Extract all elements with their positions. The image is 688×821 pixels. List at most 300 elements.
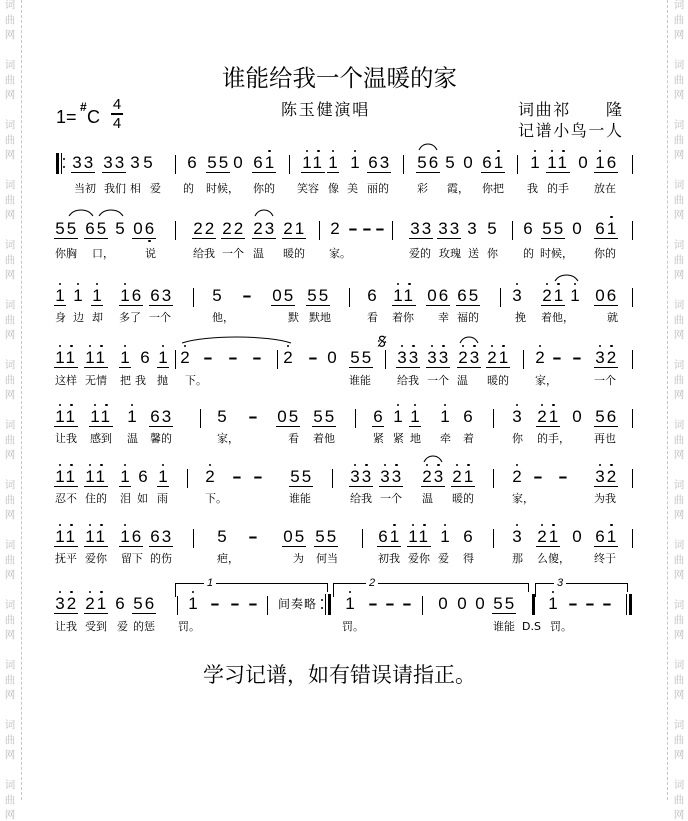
watermark-text: 网 (4, 509, 16, 521)
watermark-text: 曲 (673, 14, 685, 26)
note-group: 65 (457, 286, 481, 305)
note-group: 5 (217, 527, 229, 546)
lyricist-composer-credit: 词曲祁 隆 (518, 100, 624, 119)
note-group: 32 (595, 348, 619, 367)
time-signature-numerator: 4 (112, 96, 122, 113)
lyric: 一个 (149, 311, 171, 324)
watermark-text: 网 (4, 629, 16, 641)
segno-icon (377, 335, 387, 348)
watermark-text: 曲 (673, 734, 685, 746)
barline (175, 155, 176, 174)
note-group: 21 (542, 286, 566, 305)
lyric: 紧 (373, 432, 384, 445)
note-group: 1 (328, 153, 340, 172)
eighth-note-underline (314, 546, 338, 547)
note-group: 5 (115, 219, 127, 238)
lyric: 温 (253, 247, 264, 260)
watermark-text: 曲 (673, 674, 685, 686)
note-group: 6 (373, 407, 385, 426)
eighth-note-underline (306, 305, 330, 306)
note-group: 05 (277, 407, 301, 426)
watermark-text: 曲 (4, 614, 16, 626)
eighth-note-underline (416, 172, 440, 173)
lyric: 温 (127, 432, 138, 445)
eighth-note-underline (451, 486, 475, 487)
note-group: 0 (438, 594, 450, 613)
note-group: 21 (452, 467, 476, 486)
lyric: 紧 (393, 432, 404, 445)
note-group: 55 (493, 594, 517, 613)
note-group: 11 (55, 348, 78, 367)
lyric: 看 (367, 311, 378, 324)
eighth-note-underline (282, 546, 306, 547)
eighth-note-underline (149, 546, 173, 547)
lyric: 爱 (438, 552, 449, 565)
watermark-text: 曲 (673, 374, 685, 386)
lyric: 默 (288, 311, 299, 324)
lyric: 说 (145, 247, 156, 260)
watermark-text: 词 (673, 59, 685, 71)
note-group: 06 (427, 286, 451, 305)
eighth-note-underline (54, 305, 66, 306)
lyric: 着他， (541, 311, 574, 324)
note-group: 6 (523, 219, 535, 238)
note-group: 55 (542, 219, 566, 238)
note-group: 22 (222, 219, 246, 238)
watermark-text: 词 (673, 659, 685, 671)
sustain-dash: - (568, 594, 578, 613)
watermark-text: 词 (673, 359, 685, 371)
watermark-text: 曲 (4, 254, 16, 266)
note-group: 22 (193, 219, 217, 238)
watermark-text: 网 (673, 629, 685, 641)
note-group: 11 (55, 527, 78, 546)
note-group: 33 (103, 153, 127, 172)
left-dashed-border (21, 0, 22, 800)
interlude-omitted-label: 间奏略 (278, 597, 318, 611)
key-prefix: 1= (56, 107, 77, 127)
sustain-dash: - (228, 348, 238, 367)
note-group: 1 (120, 348, 132, 367)
note-group: 55 (207, 153, 231, 172)
watermark-text: 词 (673, 179, 685, 191)
lyric: 为 (293, 552, 304, 565)
sustain-dash: - (230, 594, 240, 613)
eighth-note-underline (594, 426, 618, 427)
lyric: 却 (92, 311, 103, 324)
eighth-note-underline (372, 426, 384, 427)
slur (419, 141, 437, 152)
watermark-text: 词 (4, 599, 16, 611)
lyric: 的 (183, 182, 194, 195)
watermark-text: 词 (4, 239, 16, 251)
lyric: 这样 (55, 374, 77, 387)
note-group: 33 (72, 153, 96, 172)
lyric: 住的 (85, 492, 107, 505)
watermark-text: 网 (673, 209, 685, 221)
lyric: 我们 (104, 182, 126, 195)
time-signature-denominator: 4 (112, 115, 122, 132)
barline (512, 221, 513, 240)
note-group: 3 (512, 286, 524, 305)
watermark-text: 词 (4, 59, 16, 71)
eighth-note-underline (409, 426, 421, 427)
note-group: 6 (140, 348, 152, 367)
watermark-text: 网 (673, 329, 685, 341)
note-group: 21 (537, 527, 561, 546)
lyric: 丽的 (367, 182, 389, 195)
watermark-text: 曲 (4, 314, 16, 326)
eighth-note-underline (206, 172, 230, 173)
note-group: 2 (205, 467, 217, 486)
eighth-note-underline (132, 613, 156, 614)
note-group: 06 (595, 286, 619, 305)
note-group: 1 (393, 407, 405, 426)
note-group: 0 (233, 153, 245, 172)
note-group: 21 (487, 348, 511, 367)
eighth-note-underline (426, 367, 450, 368)
eighth-note-underline (377, 546, 401, 547)
lyric: 再也 (594, 432, 616, 445)
barline (632, 350, 633, 369)
lyric: 温 (457, 374, 468, 387)
note-group: 1 (570, 286, 582, 305)
watermark-text: 网 (4, 269, 16, 281)
lyric: 一个 (380, 492, 402, 505)
eighth-note-underline (409, 238, 433, 239)
lyric: 彩 (417, 182, 428, 195)
sustain-dash: - (602, 594, 612, 613)
eighth-note-underline (252, 172, 276, 173)
sustain-dash: - (572, 348, 582, 367)
note-group: 11 (302, 153, 325, 172)
lyric: 笑容 (297, 182, 319, 195)
lyric: 让我 (55, 620, 77, 633)
note-group: 1 (440, 407, 452, 426)
note-group: 1 (120, 467, 132, 486)
barline (403, 155, 404, 174)
lyric: 留下 (121, 552, 143, 565)
watermark-text: 曲 (4, 434, 16, 446)
note-group: 0 (463, 153, 475, 172)
eighth-note-underline (54, 613, 78, 614)
note-group: 33 (427, 348, 451, 367)
eighth-note-underline (421, 486, 445, 487)
eighth-note-underline (84, 613, 108, 614)
note-group: 33 (397, 348, 421, 367)
note-group: 61 (595, 219, 619, 238)
lyric: 得 (463, 552, 474, 565)
sustain-dash: - (248, 527, 258, 546)
watermark-text: 词 (673, 779, 685, 791)
watermark-text: 曲 (673, 254, 685, 266)
lyric: 你的 (253, 182, 275, 195)
note-group: 3 (512, 407, 524, 426)
barline (632, 529, 633, 548)
note-group: 3 (467, 219, 479, 238)
slur (255, 207, 273, 218)
eighth-note-underline (102, 172, 126, 173)
watermark-text: 网 (4, 389, 16, 401)
barline (500, 288, 501, 307)
eighth-note-underline (594, 238, 618, 239)
eighth-note-underline (71, 172, 95, 173)
watermark-text: 词 (673, 599, 685, 611)
note-group: 0 (457, 594, 469, 613)
watermark-text: 曲 (4, 494, 16, 506)
volta-bracket-line (535, 583, 627, 584)
eighth-note-underline (84, 367, 108, 368)
note-group: 63 (368, 153, 392, 172)
lyric: 时候， (540, 247, 573, 260)
lyric: 罚。 (550, 620, 572, 633)
note-group: 61 (595, 527, 619, 546)
note-group: 61 (482, 153, 506, 172)
sustain-dash: - (368, 594, 378, 613)
watermark-text: 曲 (4, 194, 16, 206)
volta-ending-number: 2 (366, 577, 378, 589)
note-group: 3 (130, 153, 142, 172)
watermark-text: 词 (673, 479, 685, 491)
eighth-note-underline (149, 305, 173, 306)
note-group: 11 (408, 527, 431, 546)
eighth-note-underline (119, 486, 131, 487)
watermark-text: 词 (4, 119, 16, 131)
watermark-text: 网 (673, 449, 685, 461)
transcriber-credit: 记谱小鸟一人 (518, 121, 624, 140)
watermark-text: 曲 (673, 314, 685, 326)
volta-bracket-line (333, 583, 528, 584)
lyric: 爱的 (409, 247, 431, 260)
note-group: 0 (578, 153, 590, 172)
volta-bracket-left (175, 583, 176, 597)
lyric: 泪 (120, 492, 131, 505)
lyric: 时候， (206, 182, 239, 195)
note-group: 0 (327, 348, 339, 367)
watermark-text: 曲 (4, 674, 16, 686)
lyric: 着你 (392, 311, 414, 324)
lyric: 给我 (350, 492, 372, 505)
watermark-text: 词 (4, 659, 16, 671)
eighth-note-underline (271, 305, 295, 306)
lyric: 暖的 (283, 247, 305, 260)
sustain-dash: - (585, 594, 595, 613)
watermark-text: 词 (4, 539, 16, 551)
eighth-note-underline (456, 305, 480, 306)
note-group: 1 (73, 286, 85, 305)
repeat-start-thick-bar (56, 153, 59, 174)
eighth-note-underline (312, 426, 336, 427)
lyric: 馨的 (150, 432, 172, 445)
lyric: 终于 (594, 552, 616, 565)
eighth-note-underline (54, 486, 78, 487)
watermark-text: 曲 (673, 194, 685, 206)
note-group: 2 (330, 219, 342, 238)
barline (332, 469, 333, 488)
lyric: 挽 (515, 311, 526, 324)
lyric: 的惩 (133, 620, 155, 633)
note-group: 55 (313, 407, 337, 426)
lyric: 家， (512, 492, 534, 505)
barline (277, 350, 278, 369)
lyric: 抛 (157, 374, 168, 387)
watermark-text: 词 (4, 299, 16, 311)
eighth-note-underline (541, 238, 565, 239)
watermark-text: 曲 (4, 134, 16, 146)
lyric: 我 (135, 374, 146, 387)
lyric: 忍不 (55, 492, 77, 505)
note-group: 6 (115, 594, 127, 613)
note-group: 5 (143, 153, 155, 172)
lyric: 当初 (74, 182, 96, 195)
right-dashed-border (667, 0, 668, 800)
lyric: 霞， (447, 182, 469, 195)
note-group: 16 (120, 527, 144, 546)
watermark-text: 词 (673, 539, 685, 551)
watermark-text: 网 (4, 449, 16, 461)
lyric: D.S (522, 620, 541, 633)
note-group: 1 (92, 286, 104, 305)
footer-note: 学习记谱，如有错误请指正。 (203, 663, 476, 687)
barline (362, 529, 363, 548)
lyric: 着他 (313, 432, 335, 445)
eighth-note-underline (594, 172, 618, 173)
lyric: 家， (535, 374, 557, 387)
eighth-note-underline (536, 426, 560, 427)
watermark-text: 词 (4, 479, 16, 491)
lyric: 美 (347, 182, 358, 195)
repeat-dot (63, 166, 65, 168)
lyric: 家， (217, 432, 239, 445)
lyric: 初我 (378, 552, 400, 565)
note-group: 5 (217, 407, 229, 426)
barline (355, 409, 356, 428)
lyric: 抚平 (55, 552, 77, 565)
note-group: 0 (572, 219, 584, 238)
note-group: 32 (595, 467, 619, 486)
note-group: 11 (85, 527, 108, 546)
note-group: 21 (537, 407, 561, 426)
final-thin-bar (626, 594, 627, 615)
note-group: 23 (458, 348, 482, 367)
eighth-note-underline (89, 426, 113, 427)
note-group: 1 (55, 286, 67, 305)
lyric: 无情 (85, 374, 107, 387)
lyric: 身 (55, 311, 66, 324)
note-group: 05 (283, 527, 307, 546)
barline (632, 469, 633, 488)
lyric: 下。 (185, 374, 207, 387)
low-octave-dot (148, 240, 150, 242)
eighth-note-underline (492, 613, 516, 614)
watermark-text: 曲 (4, 554, 16, 566)
lyric: 多了 (119, 311, 141, 324)
volta-ending-number: 3 (554, 577, 566, 589)
sustain-dash: - (533, 467, 543, 486)
lyric: 何当 (316, 552, 338, 565)
lyric: 家。 (329, 247, 351, 260)
lyric: 罚。 (178, 620, 200, 633)
eighth-note-underline (396, 367, 420, 368)
lyric: 地 (410, 432, 421, 445)
note-group: 1 (158, 467, 170, 486)
barline (289, 155, 290, 174)
eighth-note-underline (157, 367, 169, 368)
eighth-note-underline (84, 546, 108, 547)
note-group: 33 (350, 467, 374, 486)
watermark-text: 曲 (673, 134, 685, 146)
eighth-note-underline (91, 305, 103, 306)
sustain-dash: - (232, 467, 242, 486)
lyric: 你的 (594, 247, 616, 260)
lyric: 谁能 (349, 374, 371, 387)
note-group: 33 (438, 219, 462, 238)
note-group: 23 (422, 467, 446, 486)
eighth-note-underline (594, 486, 618, 487)
lyric: 一个 (427, 374, 449, 387)
note-group: 21 (85, 594, 109, 613)
eighth-note-underline (301, 172, 325, 173)
watermark-text: 词 (4, 359, 16, 371)
eighth-note-underline (541, 305, 565, 306)
lyric: 把 (120, 374, 131, 387)
eighth-note-underline (367, 172, 391, 173)
eighth-note-underline (594, 305, 618, 306)
eighth-note-underline (327, 172, 339, 173)
lyric: 的手 (547, 182, 569, 195)
sustain-dash: - (375, 219, 385, 238)
eighth-note-underline (349, 367, 373, 368)
watermark-text: 词 (673, 119, 685, 131)
barline (493, 529, 494, 548)
lyric: 送 (468, 247, 479, 260)
watermark-text: 网 (4, 689, 16, 701)
watermark-text: 曲 (4, 794, 16, 806)
note-group: 3 (512, 527, 524, 546)
note-group: 16 (120, 286, 144, 305)
note-group: 11 (55, 467, 78, 486)
watermark-text: 曲 (4, 74, 16, 86)
watermark-text: 曲 (673, 434, 685, 446)
sustain-dash: - (402, 594, 412, 613)
lyric: 就 (607, 311, 618, 324)
watermark-text: 网 (673, 89, 685, 101)
repeat-end-thin-bar (325, 594, 326, 615)
sustain-dash: - (552, 348, 562, 367)
lyric: 谁能 (289, 492, 311, 505)
lyric: 下。 (205, 492, 227, 505)
eighth-note-underline (54, 238, 78, 239)
note-group: 1 (440, 527, 452, 546)
eighth-note-underline (392, 305, 416, 306)
sustain-dash: - (203, 348, 213, 367)
note-group: 1 (345, 594, 357, 613)
song-title: 谁能给我一个温暖的家 (222, 64, 457, 92)
eighth-note-underline (289, 486, 313, 487)
section-thick-bar (532, 594, 535, 615)
note-group: 6 (463, 407, 475, 426)
lyric: 你 (487, 247, 498, 260)
note-group: 55 (290, 467, 314, 486)
eighth-note-underline (594, 546, 618, 547)
note-group: 11 (55, 407, 78, 426)
barline (632, 288, 633, 307)
note-group: 56 (417, 153, 441, 172)
note-group: 6 (463, 527, 475, 546)
watermark-text: 词 (673, 299, 685, 311)
note-group: 1 (127, 407, 139, 426)
note-group: 1 (410, 407, 422, 426)
